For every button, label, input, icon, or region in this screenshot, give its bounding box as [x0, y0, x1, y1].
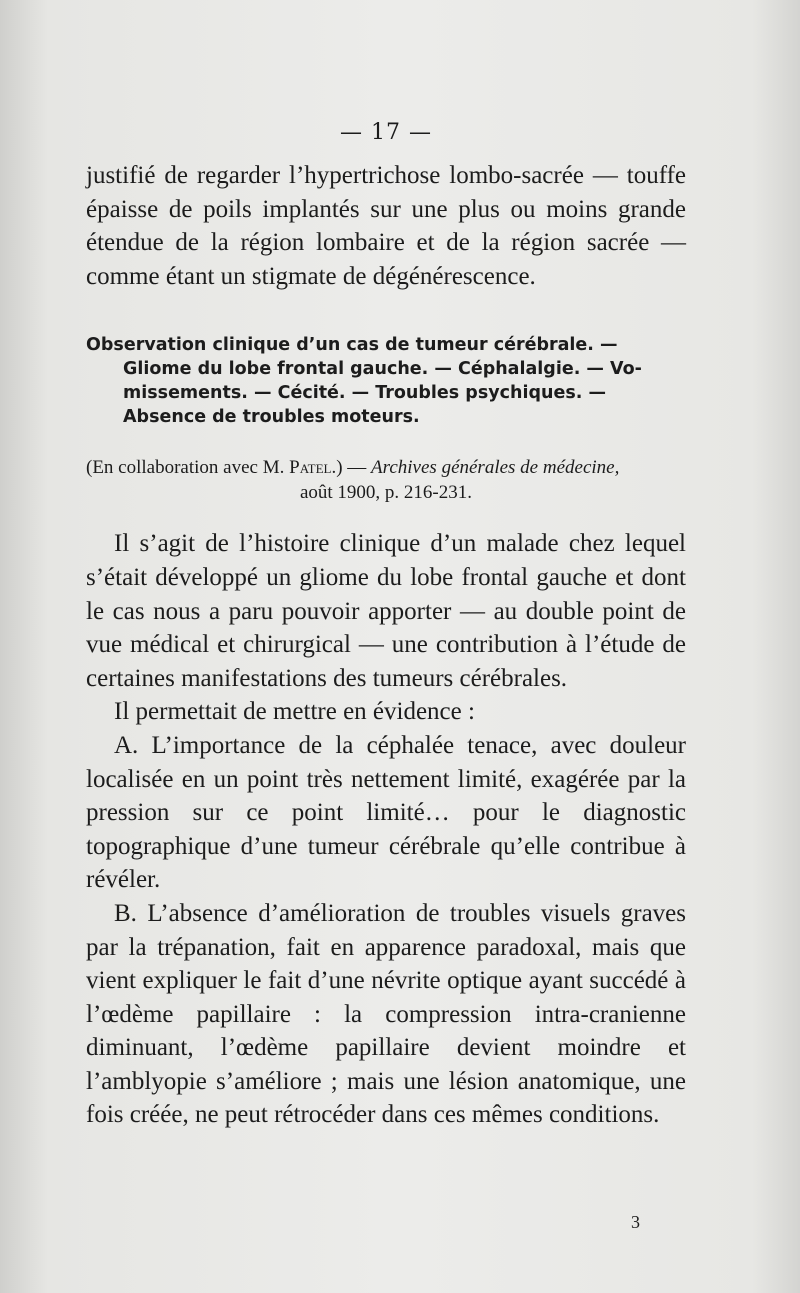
paragraph-history: Il s’agit de l’histoire clinique d’un malade chez lequel s’était développé un gliome du lobe frontal gauche et dont le cas nous a paru pouvoir apporter — au double point de vue médical et chirurgical — une contribution à l’étude de certaines manifestations des tumeurs cérébrales.: [86, 530, 686, 692]
observation-title: [86, 333, 686, 429]
main-text: [86, 527, 686, 1132]
citation-journal: Archives générales de médecine,: [371, 457, 620, 479]
observation-title-line-4: Absence de troubles moteurs.: [123, 407, 420, 428]
citation: [86, 455, 686, 505]
page-content: [86, 120, 686, 1132]
paragraph-point-b: B. L’absence d’amélioration de troubles visuels graves par la trépanation, fait en apparence paradoxal, mais que vient expliquer le fait d’une névrite optique ayant succédé à l’œdème papillaire : la compression intra-cranienne diminuant, l’œdème papillaire devient moindre et l’amblyopie s’améliore ; mais une lésion anatomique, une fois créée, ne peut rétrocéder dans ces mêmes conditions.: [86, 899, 686, 1129]
observation-title-line-3: missements. — Cécité. — Troubles psychiques. —: [123, 383, 606, 404]
paragraph-evidence-intro: Il permettait de mettre en évidence :: [114, 698, 475, 726]
paragraph-point-a: A. L’importance de la céphalée tenace, avec douleur localisée en un point très nettement limité, exagérée par la pression sur ce point limité… pour le diagnostic topographique d’une tumeur cérébrale qu’elle contribue à révéler.: [86, 731, 686, 894]
citation-prefix: (En collaboration avec M.: [86, 457, 285, 479]
intro-paragraph: justifié de regarder l’hypertrichose lombo-sacrée — touffe épaisse de poils implantés sur une plus ou moins grande étendue de la région lombaire et de la région sacrée — comme étant un stigmate de dégénérescence.: [86, 162, 686, 290]
citation-author: Patel: [289, 457, 332, 479]
citation-separator: .) —: [331, 457, 367, 479]
citation-line-1: [86, 455, 686, 480]
citation-date: août 1900, p. 216-231.: [299, 482, 473, 504]
observation-title-line-1: Observation clinique d’un cas de tumeur cérébrale. —: [86, 335, 618, 356]
signature-mark: 3: [631, 1212, 640, 1232]
page-number: — 17 —: [340, 120, 432, 145]
observation-title-line-2: Gliome du lobe frontal gauche. — Céphalalgie. — Vo-: [123, 359, 642, 380]
